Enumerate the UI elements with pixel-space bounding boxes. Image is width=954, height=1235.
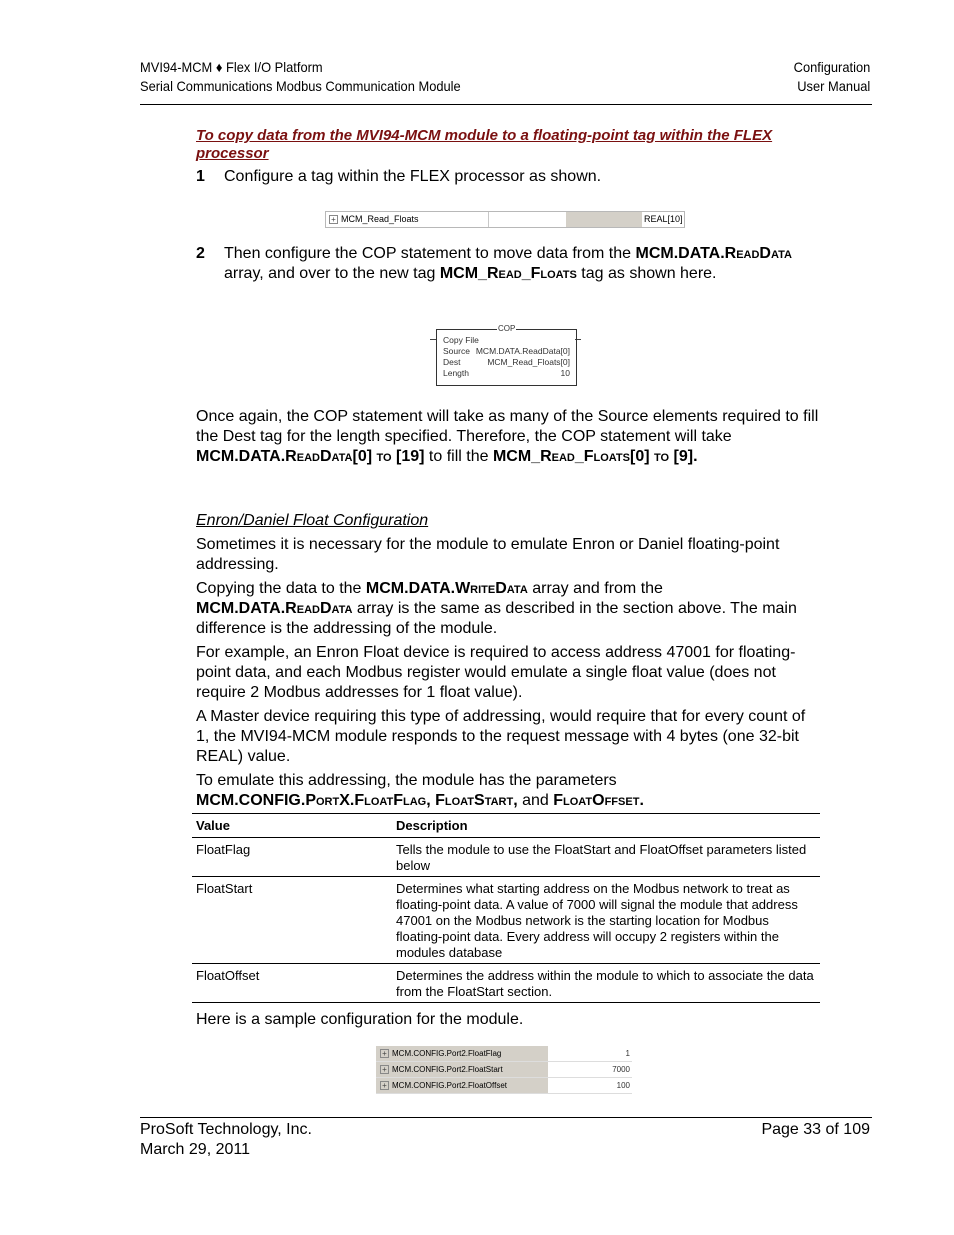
cop-explanation-paragraph: Once again, the COP statement will take as many of the Source elements required to fill the Dest tag for the length specified. Therefore, the COP statement will take MCM.DATA.ReadData[0] to [19] to fill the MCM_Read_Floats[0] to [9]. xyxy=(196,408,819,465)
step-1-text: Configure a tag within the FLEX processor as shown. xyxy=(224,168,602,185)
cop-source-label: Source xyxy=(443,346,470,356)
header-rule xyxy=(140,104,872,105)
step-2-text: Then configure the COP statement to move data from the MCM.DATA.ReadData array, and over to the new tag MCM_Read_Floats tag as shown here. xyxy=(224,245,792,282)
table-cell-value: FloatStart xyxy=(192,877,392,964)
config-name: MCM.CONFIG.Port2.FloatFlag xyxy=(392,1049,502,1058)
section-heading: Enron/Daniel Float Configuration xyxy=(196,512,429,529)
header-section: Configuration xyxy=(793,59,870,75)
tag-type: REAL[10] xyxy=(644,214,683,224)
section-paragraph-2: Copying the data to the MCM.DATA.WriteData array and from the MCM.DATA.ReadData array is the same as described in the section above. The main difference is the addressing of the module. xyxy=(196,580,797,637)
section-paragraph-5: To emulate this addressing, the module has the parameters MCM.CONFIG.PortX.FloatFlag, FloatStart, and FloatOffset. xyxy=(196,772,644,809)
table-cell-value: FloatOffset xyxy=(192,964,392,1003)
footer-company: ProSoft Technology, Inc. xyxy=(140,1121,312,1138)
tag-definition-row xyxy=(325,211,685,228)
config-name: MCM.CONFIG.Port2.FloatStart xyxy=(392,1065,503,1074)
config-value: 7000 xyxy=(612,1065,630,1074)
sample-config-text: Here is a sample configuration for the module. xyxy=(196,1011,524,1028)
sample-config-grid xyxy=(376,1046,632,1094)
config-name: MCM.CONFIG.Port2.FloatOffset xyxy=(392,1081,507,1090)
cop-dest-label: Dest xyxy=(443,357,461,367)
header-product: MVI94-MCM ♦ Flex I/O Platform xyxy=(140,59,323,75)
footer-left xyxy=(140,1120,312,1160)
table-cell-description: Determines the address within the module to which to associate the data from the FloatStart section. xyxy=(392,964,820,1003)
config-value: 100 xyxy=(616,1081,630,1090)
cop-length-value: 10 xyxy=(560,368,570,378)
table-cell-description: Determines what starting address on the Modbus network to treat as floating-point data. A value of 7000 will signal the module that address 47001 on the Modbus network is the starting location for Modbus floating-point data. Every address will occupy 2 registers within the modules database xyxy=(392,877,820,964)
header-doc: User Manual xyxy=(796,78,870,94)
header-module: Serial Communications Modbus Communication Module xyxy=(140,78,461,94)
config-row xyxy=(376,1078,632,1094)
table-header-description: Description xyxy=(392,814,820,838)
header-right xyxy=(793,58,870,96)
step-1-number: 1 xyxy=(196,168,205,185)
table-header-row xyxy=(192,814,820,838)
table-row xyxy=(192,877,820,964)
table-cell-description: Tells the module to use the FloatStart and FloatOffset parameters listed below xyxy=(392,838,820,877)
expand-plus-icon: + xyxy=(329,215,338,224)
cop-copy-file: Copy File xyxy=(443,335,479,345)
cop-title: COP xyxy=(498,324,516,333)
config-row xyxy=(376,1046,632,1062)
header-left xyxy=(140,58,461,96)
table-row xyxy=(192,838,820,877)
cop-dest-value: MCM_Read_Floats[0] xyxy=(487,357,570,367)
expand-plus-icon: + xyxy=(380,1049,389,1058)
section-paragraph-1: Sometimes it is necessary for the module to emulate Enron or Daniel floating-point addressing. xyxy=(196,536,780,573)
footer-rule xyxy=(140,1117,872,1118)
cop-instruction-block xyxy=(436,324,577,386)
table-cell-value: FloatFlag xyxy=(192,838,392,877)
tag-column-divider xyxy=(488,212,489,227)
expand-plus-icon: + xyxy=(380,1081,389,1090)
footer-date: March 29, 2011 xyxy=(140,1141,250,1158)
table-header-value: Value xyxy=(192,814,392,838)
tag-shaded-cell xyxy=(566,212,642,227)
cop-length-label: Length xyxy=(443,368,469,378)
table-row xyxy=(192,964,820,1003)
procedure-title: To copy data from the MVI94-MCM module to a floating-point tag within the FLEX processor xyxy=(196,127,773,162)
step-2-number: 2 xyxy=(196,245,205,262)
tag-name: MCM_Read_Floats xyxy=(341,214,419,224)
config-row xyxy=(376,1062,632,1078)
section-paragraph-3: For example, an Enron Float device is required to access address 47001 for floating-point data, and each Modbus register would emulate a single float value (does not require 2 Modbus addresses for 1 float value). xyxy=(196,644,796,701)
expand-plus-icon: + xyxy=(380,1065,389,1074)
cop-source-value: MCM.DATA.ReadData[0] xyxy=(475,346,570,356)
parameter-table xyxy=(192,813,820,1003)
footer-page-number: Page 33 of 109 xyxy=(761,1121,870,1138)
section-paragraph-4: A Master device requiring this type of addressing, would require that for every count of 1, the MVI94-MCM module responds to the request message with 4 bytes (one 32-bit REAL) value. xyxy=(196,708,806,765)
config-value: 1 xyxy=(625,1049,630,1058)
